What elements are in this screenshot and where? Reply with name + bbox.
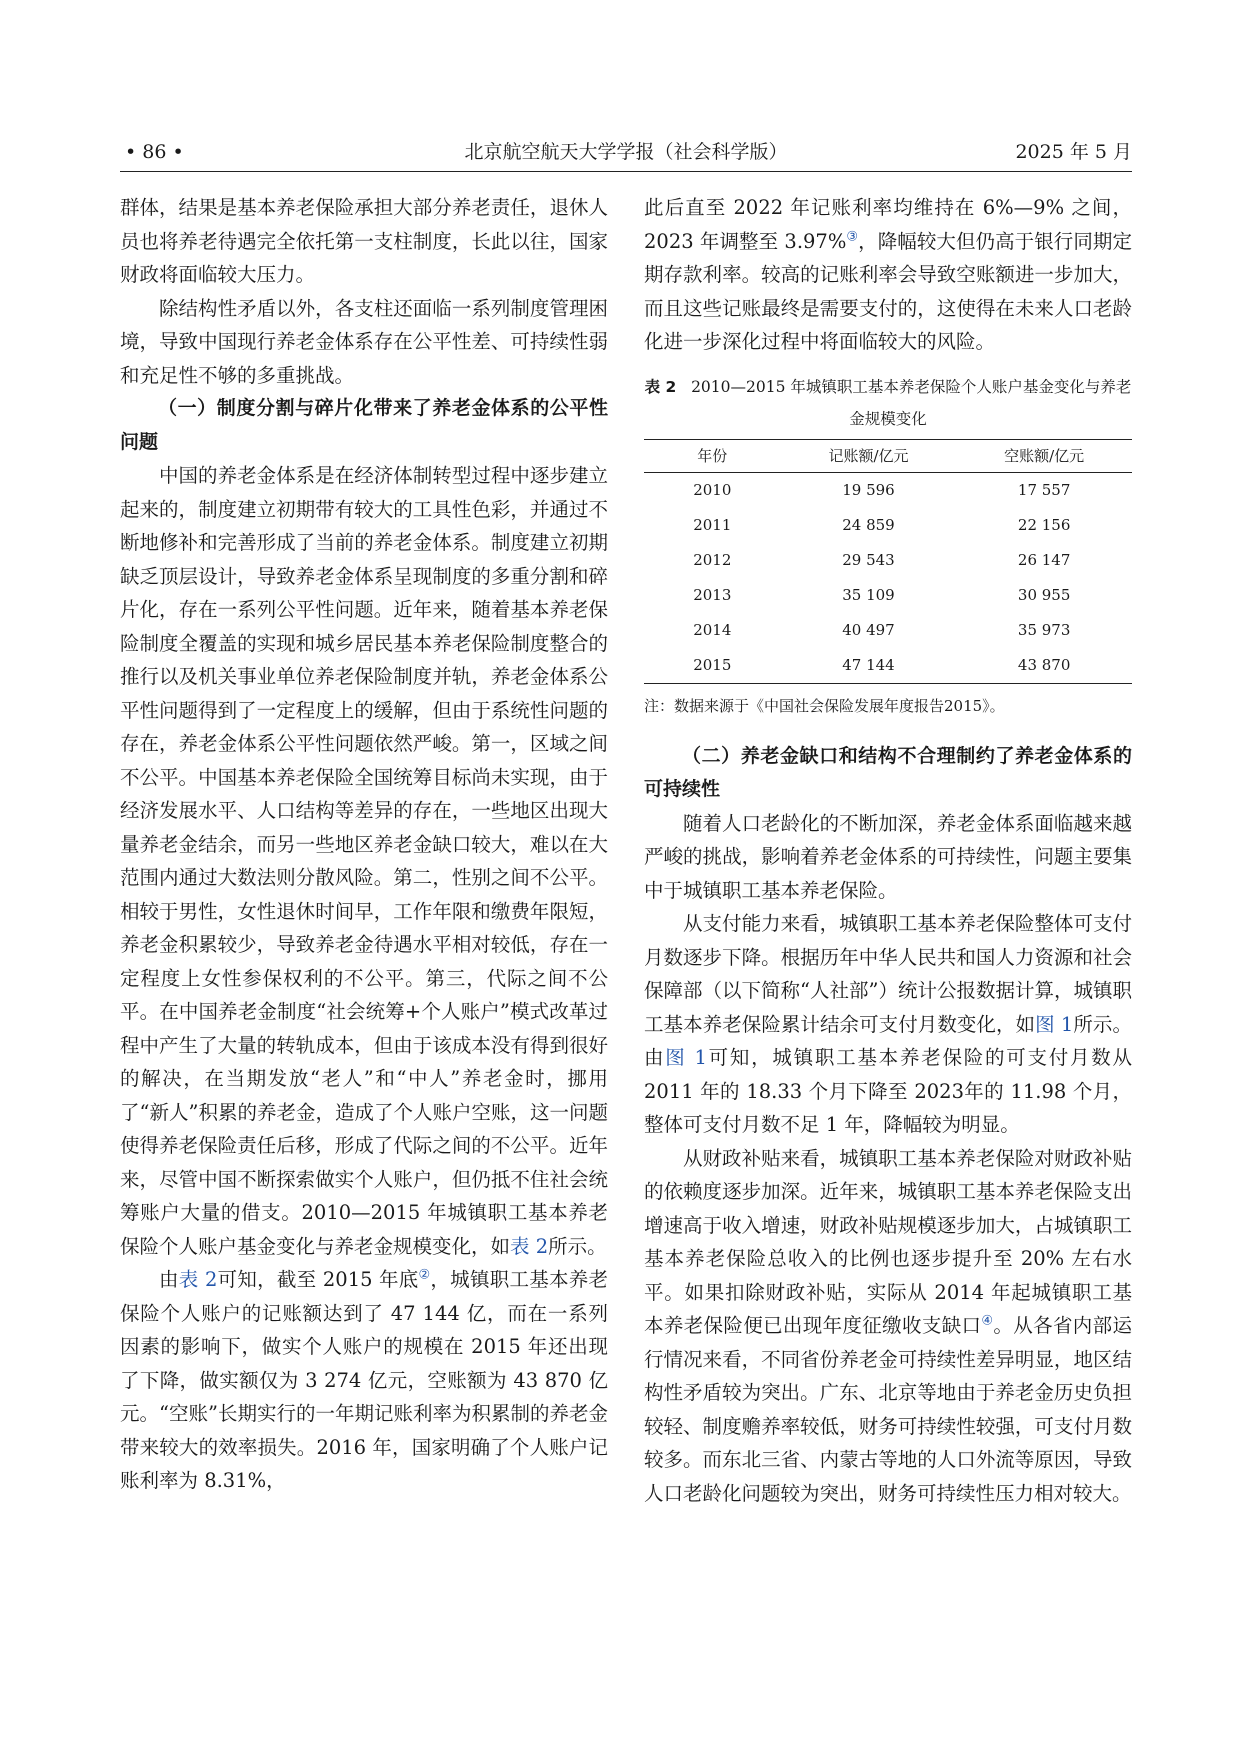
header-rule <box>120 171 1132 172</box>
table-row <box>644 543 1132 578</box>
table-header-row <box>644 439 1132 472</box>
recorded-cell: 19 596 <box>842 481 895 499</box>
paragraph-text: 从支付能力来看，城镇职工基本养老保险整体可支付月数逐步下降。根据历年中华人民共和国人力资源和社会保障部（以下简称“人社部”）统计公报数据计算，城镇职工基本养老保险累计结余可支付月数变化，如 <box>644 912 1132 1036</box>
paragraph <box>120 459 608 1263</box>
recorded-cell: 35 109 <box>842 586 895 604</box>
paragraph-text: 。从各省内部运行情况来看，不同省份养老金可持续性差异明显，地区结构性矛盾较为突出。广东、北京等地由于养老金历史负担较轻、制度赡养率较低，财务可持续性较强，可支付月数较多。而东北三省、内蒙古等地的人口外流等原因，导致人口老龄化问题较为突出，财务可持续性压力相对较大。 <box>644 1314 1132 1505</box>
table-row <box>644 648 1132 684</box>
paragraph-text: 从财政补贴来看，城镇职工基本养老保险对财政补贴的依赖度逐步加深。近年来，城镇职工基本养老保险支出增速高于收入增速，财政补贴规模逐步加大，占城镇职工基本养老保险总收入的比例也逐步提升至 20% 左右水平。如果扣除财政补贴，实际从 2014 年起城镇职工基本养老保险便已出现年度征缴收支缺口 <box>644 1146 1132 1337</box>
empty-account-cell: 17 557 <box>1017 481 1071 499</box>
footnote-marker[interactable]: ③ <box>846 229 859 244</box>
paragraph-text: 由 <box>159 1268 179 1291</box>
year-cell: 2011 <box>693 516 732 534</box>
section-heading: （一）制度分割与碎片化带来了养老金体系的公平性问题 <box>120 397 608 453</box>
recorded-cell: 40 497 <box>842 621 895 639</box>
table-row <box>644 613 1132 648</box>
paragraph-text: 所示。 <box>548 1234 607 1258</box>
page-number: • 86 • <box>125 141 184 163</box>
table-row <box>644 508 1132 543</box>
empty-account-cell: 35 973 <box>1017 621 1071 639</box>
figure-1-link[interactable]: 图 1 <box>665 1046 707 1069</box>
table-note: 注：数据来源于《中国社会保险发展年度报告2015》。 <box>644 696 1005 715</box>
paragraph <box>644 907 1132 1142</box>
column-header: 空账额/亿元 <box>956 439 1132 472</box>
footnote-marker[interactable]: ④ <box>981 1313 994 1329</box>
recorded-cell: 24 859 <box>842 516 895 534</box>
table-caption-text: 2010—2015 年城镇职工基本养老保险个人账户基金变化与养老金规模变化 <box>691 377 1132 428</box>
year-cell: 2010 <box>693 481 732 499</box>
footnote-marker[interactable]: ② <box>418 1267 431 1283</box>
paragraph <box>120 1263 608 1498</box>
table-label: 表 2 <box>644 377 677 396</box>
paragraph-text: 此后直至 2022 年记账利率均维持在 6%—9% 之间，2023 年调整至 3.97% <box>644 196 1132 253</box>
recorded-cell: 47 144 <box>781 648 957 684</box>
table-2-link[interactable]: 表 2 <box>510 1234 549 1258</box>
empty-account-cell: 22 156 <box>1017 516 1071 534</box>
paragraph-text: 所示。由 <box>644 1012 1132 1069</box>
empty-account-cell: 30 955 <box>1017 586 1071 604</box>
right-column <box>644 191 1132 1510</box>
left-column <box>120 191 608 1498</box>
year-cell: 2012 <box>693 551 732 569</box>
year-cell: 2014 <box>693 621 732 639</box>
table-row <box>644 472 1132 508</box>
paragraph: 随着人口老龄化的不断加深，养老金体系面临越来越严峻的挑战，影响着养老金体系的可持续性，问题主要集中于城镇职工基本养老保险。 <box>644 811 1132 902</box>
running-header <box>120 137 1132 167</box>
table-2-link[interactable]: 表 2 <box>178 1268 218 1291</box>
year-cell: 2013 <box>693 586 732 604</box>
paragraph-text: 可知，城镇职工基本养老保险的可支付月数从 2011 年的 18.33 个月下降至 2023年的 11.98 个月，整体可支付月数不足 1 年，降幅较为明显。 <box>644 1046 1132 1136</box>
paragraph-text: 可知，截至 2015 年底 <box>217 1268 419 1291</box>
paragraph-text: ，城镇职工基本养老保险个人账户的记账额达到了 47 144 亿，而在一系列因素的影响下，做实个人账户的规模在 2015 年还出现了下降，做实额仅为 3 274 亿元，空账额为 43 870 亿元。“空账”长期实行的一年期记账利率为积累制的养老金带来较大的效率损失。2016 年，国家明确了个人账户记账利率为 8.31%， <box>120 1268 608 1492</box>
paragraph-text: 中国的养老金体系是在经济体制转型过程中逐步建立起来的，制度建立初期带有较大的工具性色彩，并通过不断地修补和完善形成了当前的养老金体系。制度建立初期缺乏顶层设计，导致养老金体系呈现制度的多重分割和碎片化，存在一系列公平性问题。近年来，随着基本养老保险制度全覆盖的实现和城乡居民基本养老保险制度整合的推行以及机关事业单位养老保险制度并轨，养老金体系公平性问题得到了一定程度上的缓解，但由于系统性问题的存在，养老金体系公平性问题依然严峻。第一，区域之间不公平。中国基本养老保险全国统筹目标尚未实现，由于经济发展水平、人口结构等差异的存在，一些地区出现大量养老金结余，而另一些地区养老金缺口较大，难以在大范围内通过大数法则分散风险。第二，性别之间不公平。相较于男性，女性退休时间早，工作年限和缴费年限短，养老金积累较少，导致养老金待遇水平相对较低，存在一定程度上女性参保权利的不公平。第三，代际之间不公平。在中国养老金制度“社会统筹+个人账户”模式改革过程中产生了大量的转轨成本，但由于该成本没有得到很好的解决，在当期发放“老人”和“中人”养老金时，挪用了“新人”积累的养老金，造成了个人账户空账，这一问题使得养老保险责任后移，形成了代际之间的不公平。近年来，尽管中国不断探索做实个人账户，但仍抵不住社会统筹账户大量的借支。2010—2015 年城镇职工基本养老保险个人账户基金变化与养老金规模变化，如 <box>120 464 608 1258</box>
paragraph <box>644 1142 1132 1511</box>
paragraph <box>644 191 1132 359</box>
year-cell: 2015 <box>644 648 781 684</box>
paragraph-text: ，降幅较大但仍高于银行同期定期存款利率。较高的记账利率会导致空账额进一步加大，而且这些记账最终是需要支付的，这使得在未来人口老龄化进一步深化过程中将面临较大的风险。 <box>644 229 1132 353</box>
paragraph: 除结构性矛盾以外，各支柱还面临一系列制度管理困境，导致中国现行养老金体系存在公平性差、可持续性弱和充足性不够的多重挑战。 <box>120 296 608 387</box>
journal-title: 北京航空航天大学学报（社会科学版） <box>464 141 788 163</box>
table-row <box>644 578 1132 613</box>
issue-date: 2025 年 5 月 <box>1015 141 1132 163</box>
section-heading: （二）养老金缺口和结构不合理制约了养老金体系的可持续性 <box>644 744 1132 800</box>
column-header: 年份 <box>644 439 781 472</box>
figure-1-link[interactable]: 图 1 <box>1035 1012 1074 1036</box>
empty-account-cell: 43 870 <box>956 648 1132 684</box>
paragraph: 群体，结果是基本养老保险承担大部分养老责任，退休人员也将养老待遇完全依托第一支柱制度，长此以往，国家财政将面临较大压力。 <box>120 196 608 286</box>
pension-account-table <box>644 439 1132 684</box>
empty-account-cell: 26 147 <box>1017 551 1071 569</box>
column-header: 记账额/亿元 <box>781 439 957 472</box>
recorded-cell: 29 543 <box>842 551 895 569</box>
table-caption <box>644 371 1132 435</box>
